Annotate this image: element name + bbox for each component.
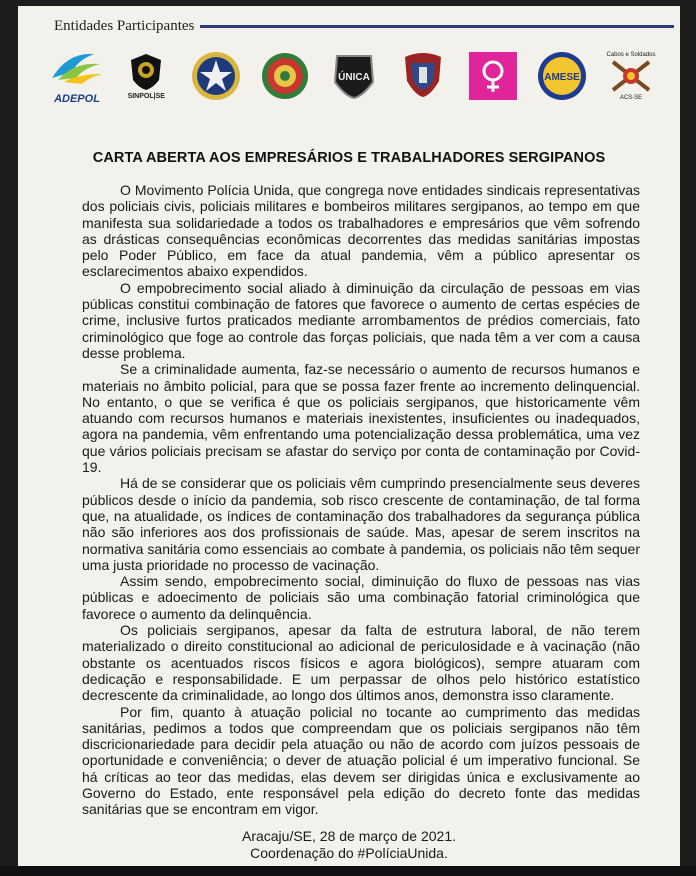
round-emblem-icon	[260, 51, 310, 101]
women-association-logo	[464, 46, 522, 106]
paragraph-4: Há de se considerar que os policiais vêm cumprindo presencialmente seus deveres públicos desde o início da pandemia, sob risco crescente de contaminação, de tal forma que, na atualidade, os índices de contaminação dos trabalhadores da segurança pública não são inferiores aos dos profissionais de saúde. Mas, apesar de serem inscritos na normativa sanitária como essenciais ao combate à pandemia, os policiais não têm sequer uma justa prioridade no processo de vacinação.	[82, 475, 640, 573]
paragraph-3: Se a criminalidade aumenta, faz-se necessário o aumento de recursos humanos e materiais no âmbito policial, para que se possa fazer frente ao incremento delinquencial. No entanto, o que se verifica é que os policiais sergipanos, que historicamente vêm atuando com recursos humanos e materiais inexistentes, insuficientes ou inadequados, agora na pandemia, vêm enfrentando uma potencialização dessa problemática, uma vez que vários policiais precisam se afastar do serviço por conta de contaminação por Covid-19.	[82, 361, 640, 476]
star-badge-logo	[187, 46, 245, 106]
signature: Coordenação do #PolíciaUnida.	[250, 845, 448, 861]
shield-emblem-icon	[399, 51, 447, 101]
letter-page	[18, 6, 680, 866]
crossed-rifles-icon	[609, 58, 653, 94]
adepol-caption: ADEPOL	[54, 92, 100, 105]
paragraph-6: Os policiais sergipanos, apesar da falta de estrutura laboral, de não terem materializado o direito constitucional ao adicional de periculosidade e à vacinação (não obstante os acentuados riscos físicos e agora biológicos), sempre atuaram com dedicação e responsabilidade. E um perpassar de olhos pelo histórico estatístico decrescente da criminalidade, ao longo dos últimos anos, demonstra isso claramente.	[82, 622, 640, 704]
cabos-soldados-logo	[602, 46, 660, 106]
amese-logo	[533, 46, 591, 106]
unica-shield-icon	[331, 52, 377, 100]
paragraph-1: O Movimento Polícia Unida, que congrega nove entidades sindicais representativas dos policiais civis, policiais militares e bombeiros militares sergipanos, ao tempo em que manifesta sua solidariedade a todos os trabalhadores e empresários que vêm sofrendo as drásticas consequências econômicas decorrentes das medidas sanitárias impostas pelo Poder Público, em face da atual pandemia, vêm a público apresentar os esclarecimentos abaixo expendidos.	[82, 182, 640, 280]
shield-emblem-logo	[394, 46, 452, 106]
cabos-sub-caption: ACS-SE	[619, 95, 643, 101]
sinpol-caption: SINPOL|SE	[127, 93, 165, 100]
adepol-bird-icon	[48, 48, 106, 92]
place-date: Aracaju/SE, 28 de março de 2021.	[241, 828, 457, 844]
letter-closing	[18, 828, 680, 862]
participants-title: Entidades Participantes	[54, 17, 195, 34]
adepol-logo	[48, 46, 106, 106]
letter-body	[82, 182, 640, 818]
logo-row	[48, 44, 660, 108]
paragraph-2: O empobrecimento social aliado à diminuição da circulação de pessoas em vias públicas constitui combinação de fatores que favorece o aumento de certas espécies de crime, inclusive furtos praticados mediante arrombamentos de prédios comerciais, fato criminológico que foge ao controle das forças policiais, que nada têm a ver com a causa desse problema.	[82, 279, 640, 361]
header-rule	[200, 25, 674, 28]
unica-caption: ÚNICA	[338, 72, 370, 83]
unica-logo	[325, 46, 383, 106]
sinpol-shield-icon	[129, 52, 163, 92]
paragraph-7: Por fim, quanto à atuação policial no tocante ao cumprimento das medidas sanitárias, pedimos a todos que compreendam que os policiais sergipanos não têm discricionariedade para decidir pela atuação ou não de acordo com juízos pessoais de oportunidade e conveniência; o dever de atuação policial é um imperativo funcional. Se há críticas ao teor das medidas, elas devem ser dirigidas única e exclusivamente ao Governo do Estado, ente responsável pela edição do decreto fonte das medidas sanitárias que se encontram em vigor.	[82, 703, 640, 818]
female-symbol-icon	[469, 52, 517, 100]
star-badge-icon	[190, 50, 242, 102]
amese-seal-icon	[536, 50, 588, 102]
participants-header	[54, 12, 674, 40]
cabos-caption: Cabos e Soldados	[606, 52, 656, 58]
bottom-strip	[0, 866, 696, 876]
round-emblem-logo	[256, 46, 314, 106]
amese-caption: AMESE	[543, 72, 580, 83]
paragraph-5: Assim sendo, empobrecimento social, diminuição do fluxo de pessoas nas vias públicas e adoecimento de policiais são uma combinação fatorial criminológica que favorece o aumento da delinquência.	[82, 573, 640, 622]
letter-title: CARTA ABERTA AOS EMPRESÁRIOS E TRABALHADORES SERGIPANOS	[92, 150, 606, 166]
sinpol-logo	[117, 46, 175, 106]
